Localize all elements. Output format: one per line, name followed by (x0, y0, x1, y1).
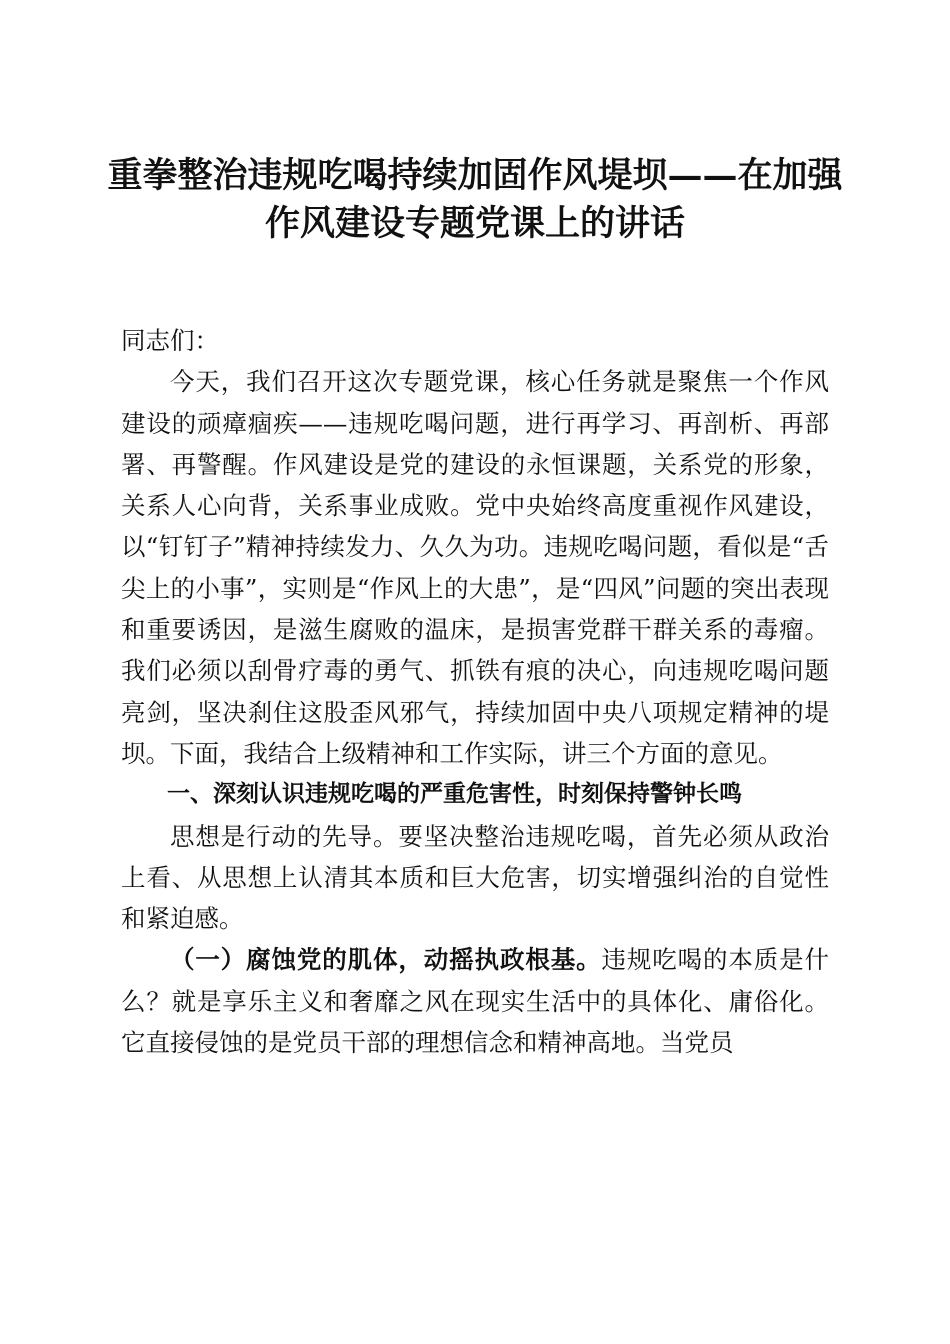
document-title: 重拳整治违规吃喝持续加固作风堤坝——在加强作风建设专题党课上的讲话 (107, 155, 843, 244)
section-1-paragraph: 思想是行动的先导。要坚决整治违规吃喝，首先必须从政治上看、从思想上认清其本质和巨大危害，切实增强纠治的自觉性和紧迫感。 (121, 821, 829, 934)
intro-paragraph: 今天，我们召开这次专题党课，核心任务就是聚焦一个作风建设的顽瘴痼疾——违规吃喝问题，进行再学习、再剖析、再部署、再警醒。作风建设是党的建设的永恒课题，关系党的形象，关系人心向背，关系事业成败。党中央始终高度重视作风建设，以“钉钉子”精神持续发力、久久为功。违规吃喝问题，看似是“舌尖上的小事”，实则是“作风上的大患”，是“四风”问题的突出表现和重要诱因，是滋生腐败的温床，是损害党群干群关系的毒瘤。我们必须以刮骨疗毒的勇气、抓铁有痕的决心，向违规吃喝问题亮剑，坚决刹住这股歪风邪气，持续加固中央八项规定精神的堤坝。下面，我结合上级精神和工作实际，讲三个方面的意见。 (121, 367, 829, 768)
document-body (121, 320, 829, 1063)
subsection-1-lead: （一）腐蚀党的肌体，动摇执政根基。 (170, 945, 602, 975)
subsection-1-text: 违规吃喝的本质是什么？就是享乐主义和奢靡之风在现实生活中的具体化、庸俗化。它直接侵蚀的是党员干部的理想信念和精神高地。当党员 (121, 945, 830, 1058)
section-heading-1: 一、深刻认识违规吃喝的严重危害性，时刻保持警钟长鸣 (167, 781, 742, 808)
salutation: 同志们： (121, 326, 219, 355)
subsection-1-paragraph (121, 939, 829, 1063)
